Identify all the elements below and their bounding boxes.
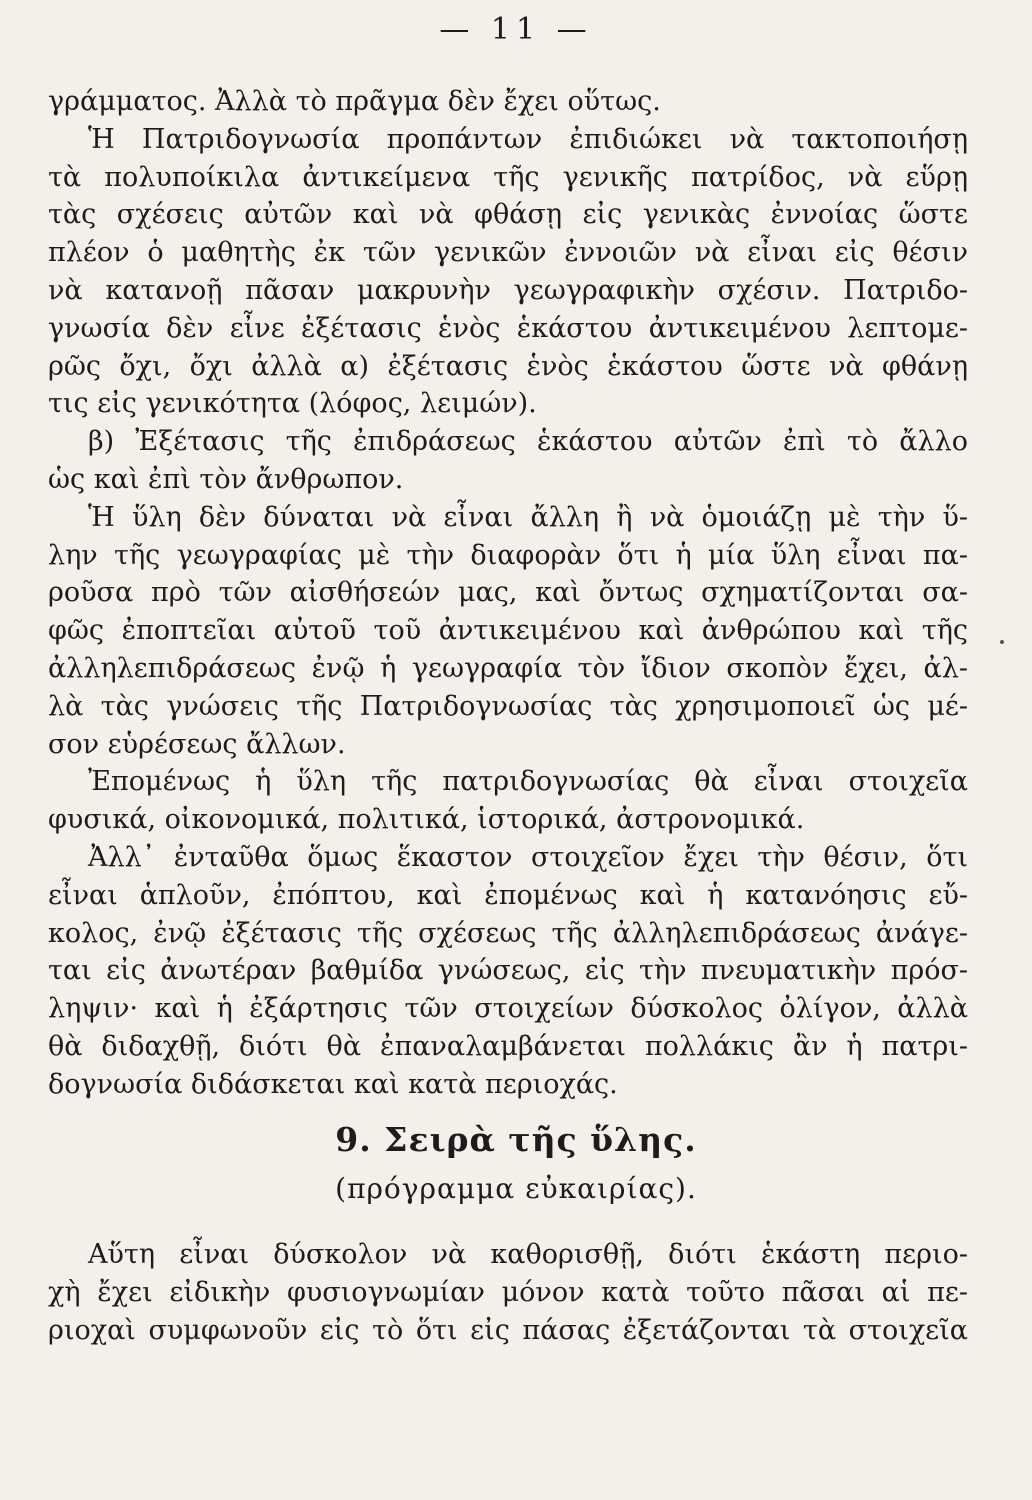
text-line: λην τῆς γεωγραφίας μὲ τὴν διαφορὰν ὅτι ἡ μία ὕλη εἶναι πα- (48, 539, 968, 571)
body-text-top (48, 83, 968, 1104)
text-line: τὰς σχέσεις αὐτῶν καὶ νὰ φθάσῃ εἰς γενικὰς ἐννοίας ὥστε (48, 199, 968, 231)
text-line: πλέον ὁ μαθητὴς ἐκ τῶν γενικῶν ἐννοιῶν νὰ εἶναι εἰς θέσιν (48, 237, 968, 269)
body-text-bottom (48, 1236, 968, 1349)
text-line: ληψιν· καὶ ἡ ἐξάρτησις τῶν στοιχείων δύσκολος ὀλίγον, ἀλλὰ (48, 993, 968, 1025)
text-line: κολος, ἐνῷ ἐξέτασις τῆς σχέσεως τῆς ἀλληλεπιδράσεως ἀνάγε- (48, 917, 968, 949)
text-line: σον εὑρέσεως ἄλλων. (48, 728, 346, 760)
text-line: Ἀλλ᾽ ἐνταῦθα ὅμως ἕκαστον στοιχεῖον ἔχει τὴν θέσιν, ὅτι (88, 841, 968, 873)
text-line: Ἡ Πατριδογνωσία προπάντων ἐπιδιώκει νὰ τακτοποιήσῃ (88, 123, 968, 155)
text-line: Ἐπομένως ἡ ὕλη τῆς πατριδογνωσίας θὰ εἶναι στοιχεῖα (88, 766, 968, 798)
text-line: θὰ διδαχθῇ, διότι θὰ ἐπαναλαμβάνεται πολλάκις ἂν ἡ πατρι- (48, 1030, 968, 1062)
text-line: τις εἰς γενικότητα (λόφος, λειμών). (48, 388, 537, 420)
text-line: γνωσία δὲν εἶνε ἐξέτασις ἑνὸς ἑκάστου ἀντικειμένου λεπτομε- (48, 312, 968, 344)
page-number: — 11 — (439, 12, 593, 47)
text-line: φυσικά, οἰκονομικά, πολιτικά, ἱστορικά, ἀστρονομικά. (48, 804, 805, 836)
text-line: Αὕτη εἶναι δύσκολον νὰ καθορισθῇ, διότι ἑκάστη περιο- (88, 1239, 968, 1270)
text-line: ὡς καὶ ἐπὶ τὸν ἄνθρωπον. (48, 463, 404, 495)
text-line: β) Ἐξέτασις τῆς ἐπιδράσεως ἑκάστου αὐτῶν ἐπὶ τὸ ἄλλο (88, 426, 968, 458)
text-line: λὰ τὰς γνώσεις τῆς Πατριδογνωσίας τὰς χρησιμοποιεῖ ὡς μέ- (48, 690, 968, 722)
text-line: ριοχαὶ συμφωνοῦν εἰς τὸ ὅτι εἰς πάσας ἐξετάζονται τὰ στοιχεῖα (48, 1314, 968, 1346)
text-line: φῶς ἐποπτεῖαι αὐτοῦ τοῦ ἀντικειμένου καὶ ἀνθρώπου καὶ τῆς (48, 615, 968, 647)
text-line: γράμματος. Ἀλλὰ τὸ πρᾶγμα δὲν ἔχει οὕτως. (48, 86, 661, 117)
text-line: νὰ κατανοῇ πᾶσαν μακρυνὴν γεωγραφικὴν σχέσιν. Πατριδο- (48, 274, 968, 306)
text-line: δογνωσία διδάσκεται καὶ κατὰ περιοχάς. (48, 1068, 618, 1100)
text-line: ρῶς ὄχι, ὄχι ἀλλὰ α) ἐξέτασις ἑνὸς ἑκάστου ὥστε νὰ φθάνῃ (48, 350, 968, 382)
text-line: ται εἰς ἀνωτέραν βαθμίδα γνώσεως, εἰς τὴν πνευματικὴν πρόσ- (48, 955, 968, 987)
text-line: εἶναι ἁπλοῦν, ἐπόπτου, καὶ ἐπομένως καὶ ἡ κατανόησις εὔ- (48, 879, 968, 911)
text-line: ἀλληλεπιδράσεως ἐνῷ ἡ γεωγραφία τὸν ἴδιον σκοπὸν ἔχει, ἀλ- (48, 652, 968, 684)
text-line: χὴ ἔχει εἰδικὴν φυσιογνωμίαν μόνον κατὰ τοῦτο πᾶσαι αἱ πε- (48, 1276, 968, 1308)
text-line: τὰ πολυποίκιλα ἀντικείμενα τῆς γενικῆς πατρίδος, νὰ εὕρῃ (48, 161, 968, 193)
text-line: Ἡ ὕλη δὲν δύναται νὰ εἶναι ἄλλη ἢ νὰ ὁμοιάζῃ μὲ τὴν ὕ- (88, 501, 968, 533)
text-line: ροῦσα πρὸ τῶν αἰσθήσεών μας, καὶ ὄντως σχηματίζονται σα- (48, 577, 968, 609)
section-subheading: (πρόγραμμα εὐκαιρίας). (335, 1172, 697, 1205)
section-heading: 9. Σειρὰ τῆς ὕλης. (335, 1120, 697, 1159)
stray-ink-mark (1000, 640, 1004, 644)
